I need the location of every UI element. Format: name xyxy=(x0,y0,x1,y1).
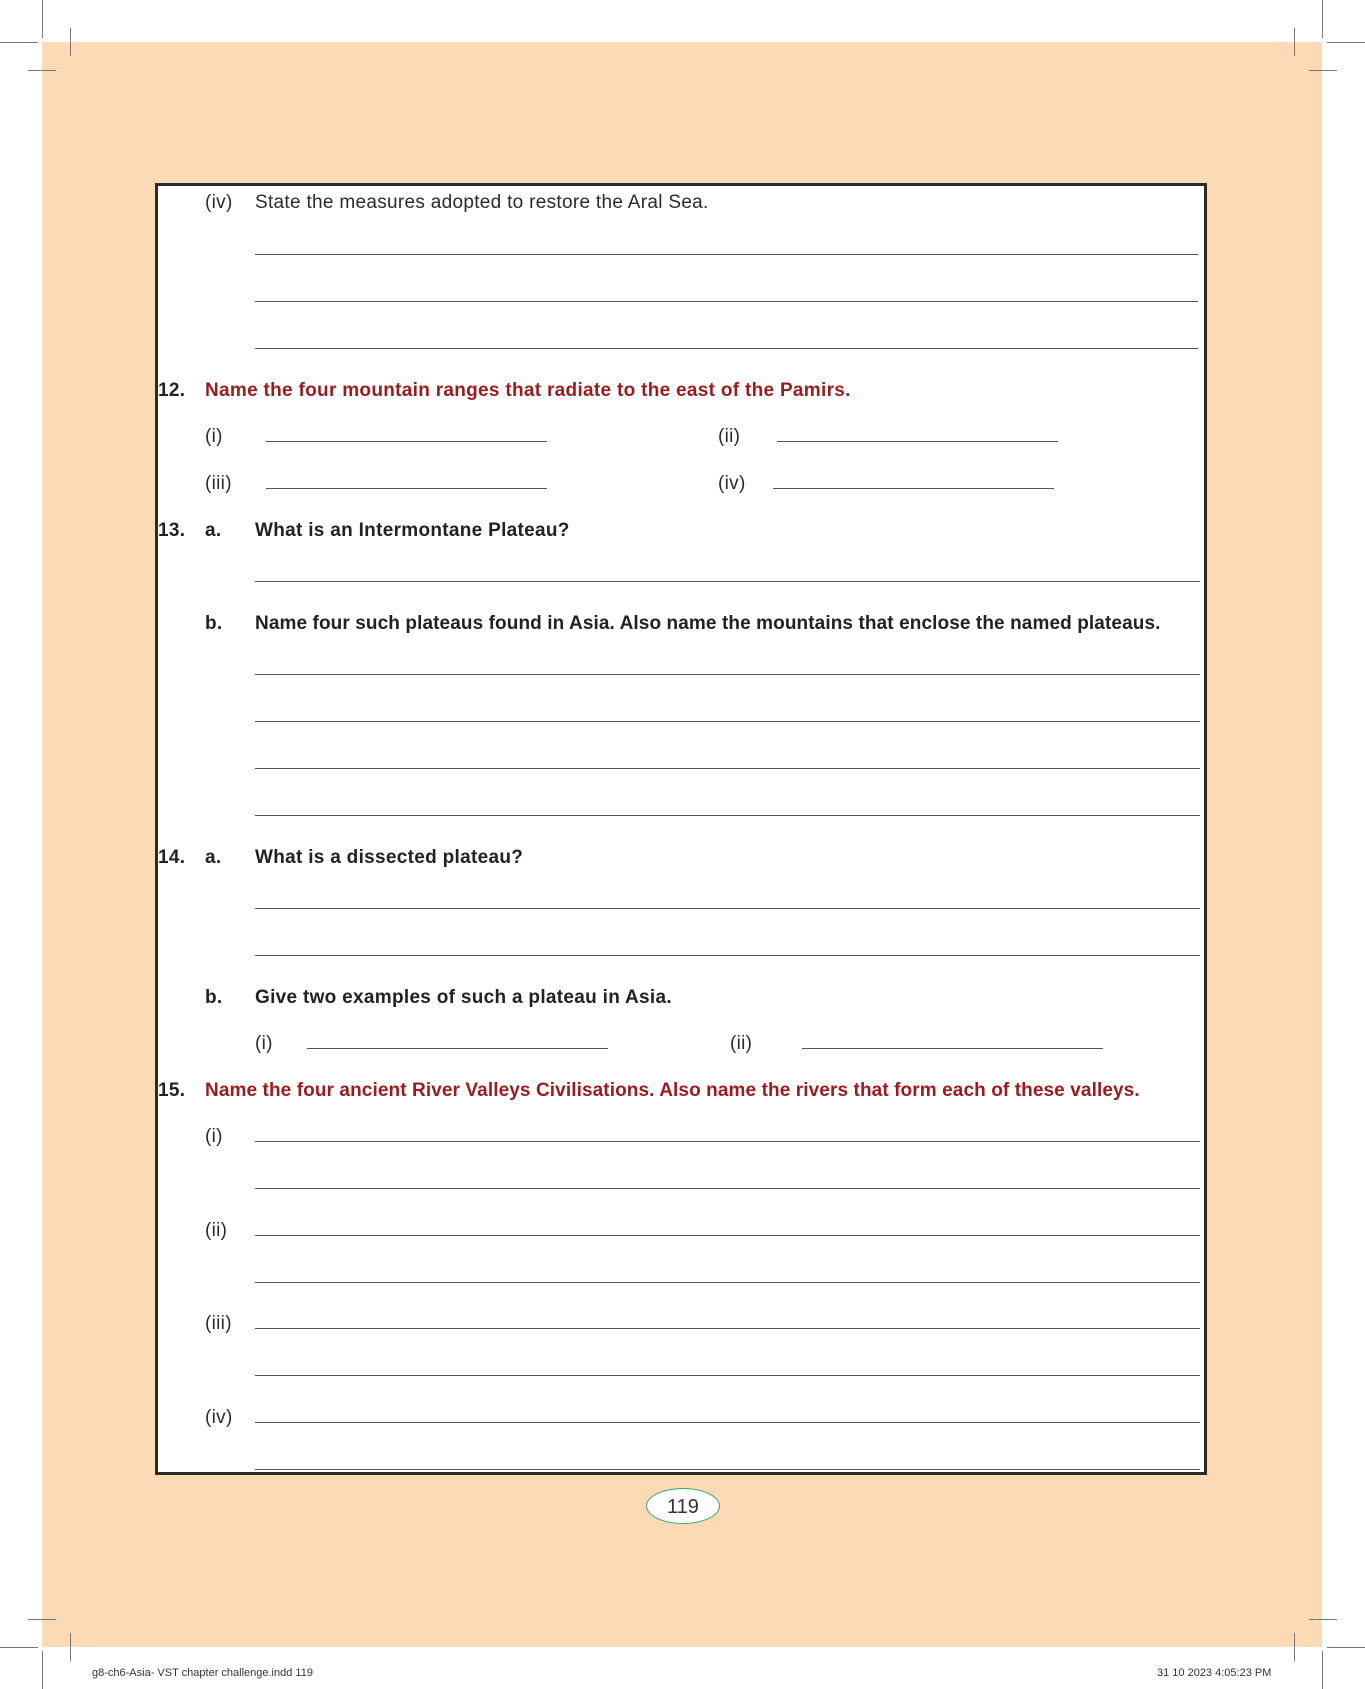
answer-line[interactable] xyxy=(255,1188,1200,1189)
answer-line[interactable] xyxy=(255,1141,1200,1142)
crop-mark xyxy=(28,70,56,71)
q15-label-ii: (ii) xyxy=(205,1220,228,1241)
answer-line[interactable] xyxy=(266,488,547,489)
footer-timestamp: 31 10 2023 4:05:23 PM xyxy=(1157,1667,1272,1679)
crop-mark xyxy=(1309,1619,1337,1620)
q12-label-ii: (ii) xyxy=(718,426,741,447)
q15-number: 15. xyxy=(158,1080,186,1101)
crop-mark xyxy=(0,42,38,43)
crop-mark xyxy=(1327,1647,1365,1648)
answer-line[interactable] xyxy=(255,955,1200,956)
q15-text: Name the four ancient River Valleys Civilisations. Also name the rivers that form each of these valleys. xyxy=(205,1080,1140,1101)
q12-text: Name the four mountain ranges that radiate to the east of the Pamirs. xyxy=(205,380,851,401)
q11-iv-label: (iv) xyxy=(205,192,233,213)
answer-line[interactable] xyxy=(255,1469,1200,1470)
page-number: 119 xyxy=(646,1488,720,1524)
answer-line[interactable] xyxy=(307,1048,608,1049)
q14-a-text: What is a dissected plateau? xyxy=(255,847,524,868)
q15-label-i: (i) xyxy=(205,1126,223,1147)
q12-label-iii: (iii) xyxy=(205,473,232,494)
q13-a-label: a. xyxy=(205,520,222,541)
q12-label-iv: (iv) xyxy=(718,473,746,494)
answer-line[interactable] xyxy=(255,301,1198,302)
q13-b-text: Name four such plateaus found in Asia. Also name the mountains that enclose the named plateaus. xyxy=(255,613,1161,634)
crop-mark xyxy=(0,1647,38,1648)
q14-b-text: Give two examples of such a plateau in Asia. xyxy=(255,987,672,1008)
answer-line[interactable] xyxy=(255,674,1200,675)
crop-mark xyxy=(1294,1633,1295,1661)
crop-mark xyxy=(28,1619,56,1620)
answer-line[interactable] xyxy=(255,768,1200,769)
answer-line[interactable] xyxy=(255,1422,1200,1423)
crop-mark xyxy=(1322,1651,1323,1689)
answer-line[interactable] xyxy=(802,1048,1103,1049)
q14-number: 14. xyxy=(158,847,186,868)
crop-mark xyxy=(1327,42,1365,43)
q14-b-label: b. xyxy=(205,987,223,1008)
crop-mark xyxy=(1309,70,1337,71)
answer-line[interactable] xyxy=(255,1375,1200,1376)
answer-line[interactable] xyxy=(255,721,1200,722)
q12-label-i: (i) xyxy=(205,426,223,447)
q15-label-iii: (iii) xyxy=(205,1313,232,1334)
crop-mark xyxy=(70,1633,71,1661)
q13-a-text: What is an Intermontane Plateau? xyxy=(255,520,570,541)
q13-number: 13. xyxy=(158,520,186,541)
q15-label-iv: (iv) xyxy=(205,1407,233,1428)
answer-line[interactable] xyxy=(266,441,547,442)
answer-line[interactable] xyxy=(255,1235,1200,1236)
crop-mark xyxy=(1322,0,1323,38)
q11-iv-text: State the measures adopted to restore the Aral Sea. xyxy=(255,192,709,213)
answer-line[interactable] xyxy=(255,908,1200,909)
crop-mark xyxy=(42,1651,43,1689)
answer-line[interactable] xyxy=(255,1328,1200,1329)
answer-line[interactable] xyxy=(255,581,1200,582)
crop-mark xyxy=(42,0,43,38)
answer-line[interactable] xyxy=(255,1282,1200,1283)
answer-line[interactable] xyxy=(255,815,1200,816)
q14-label-i: (i) xyxy=(255,1033,273,1054)
q12-number: 12. xyxy=(158,380,186,401)
answer-line[interactable] xyxy=(773,488,1054,489)
crop-mark xyxy=(1294,28,1295,56)
q13-b-label: b. xyxy=(205,613,223,634)
crop-mark xyxy=(70,28,71,56)
q14-label-ii: (ii) xyxy=(730,1033,753,1054)
answer-line[interactable] xyxy=(777,441,1058,442)
footer-file-info: g8-ch6-Asia- VST chapter challenge.indd 119 xyxy=(92,1667,313,1679)
q14-a-label: a. xyxy=(205,847,222,868)
answer-line[interactable] xyxy=(255,348,1198,349)
answer-line[interactable] xyxy=(255,254,1198,255)
